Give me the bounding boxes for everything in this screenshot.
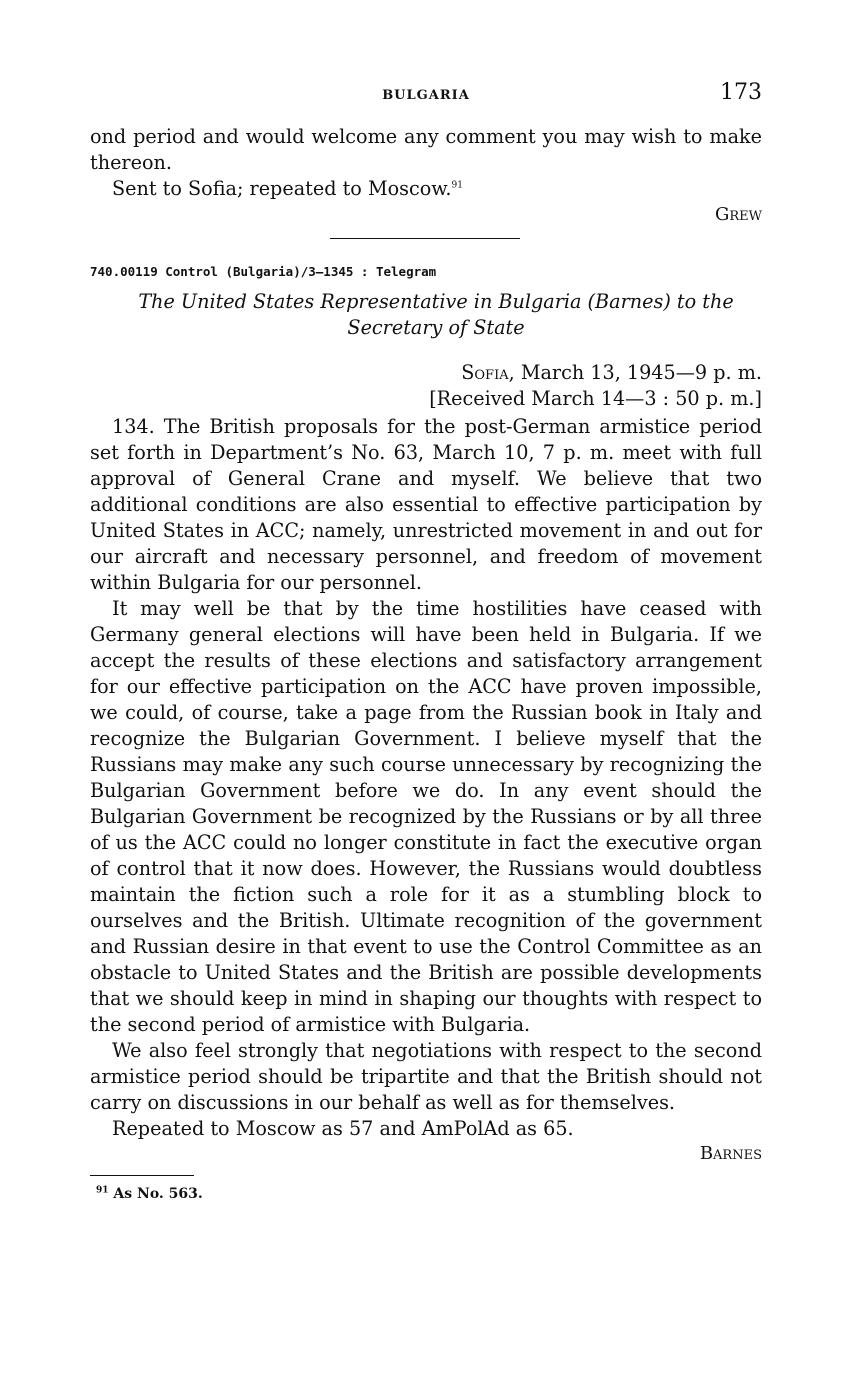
footnote-divider bbox=[90, 1175, 194, 1176]
previous-document-continuation bbox=[90, 124, 762, 202]
running-head: BULGARIA bbox=[382, 88, 470, 103]
footnote-ref: 91 bbox=[451, 180, 463, 191]
continuation-paragraph: ond period and would welcome any comment you may wish to make thereon. bbox=[90, 125, 762, 174]
file-reference: 740.00119 Control (Bulgaria)/3–1345 : Telegram bbox=[90, 264, 437, 279]
page-header bbox=[90, 80, 762, 110]
body-paragraph: Repeated to Moscow as 57 and AmPolAd as 65. bbox=[112, 1117, 574, 1140]
document-body bbox=[90, 414, 762, 1142]
page-number: 173 bbox=[720, 80, 762, 105]
body-paragraph: We also feel strongly that negotiations with respect to the second armistice period should be tripartite and that the British should not carry on discussions in our behalf as well as for themselves. bbox=[90, 1039, 762, 1114]
signature-grew: Grew bbox=[714, 204, 762, 225]
footnote-text: As No. 563. bbox=[113, 1186, 203, 1202]
section-divider bbox=[330, 238, 520, 239]
dateline bbox=[90, 360, 762, 412]
sent-to-line bbox=[90, 176, 762, 202]
date: March 13, 1945—9 p. m. bbox=[520, 361, 762, 384]
received-line: [Received March 14—3 : 50 p. m.] bbox=[429, 387, 762, 410]
footnote-marker: 91 bbox=[96, 1185, 109, 1196]
signature-barnes: Barnes bbox=[699, 1143, 762, 1164]
footnote bbox=[96, 1186, 768, 1202]
document-title: The United States Representative in Bulgaria (Barnes) to the Secretary of State bbox=[138, 290, 734, 339]
sent-to-text: Sent to Sofia; repeated to Moscow. bbox=[112, 177, 452, 200]
body-paragraph: 134. The British proposals for the post-German armistice period set forth in Department’s No. 63, March 10, 7 p. m. meet with full approval of General Crane and myself. We believe that two additional conditions are also essential to effective participation by United States in ACC; namely, unrestricted movement in and out for our aircraft and necessary personnel, and freedom of movement within Bulgaria for our personnel. bbox=[90, 415, 762, 594]
place: Sofia, bbox=[461, 361, 515, 384]
body-paragraph: It may well be that by the time hostilities have ceased with Germany general elections will have been held in Bulgaria. If we accept the results of these elections and satisfactory arrangement for our effective participation on the ACC have proven impossible, we could, of course, take a page from the Russian book in Italy and recognize the Bulgarian Government. I believe myself that the Russians may make any such course unnecessary by recognizing the Bulgarian Government before we do. In any event should the Bulgarian Government be recognized by the Russians or by all three of us the ACC could no longer constitute in fact the executive organ of control that it now does. However, the Russians would doubtless maintain the fiction such a role for it as a stumbling block to ourselves and the British. Ultimate recognition of the government and Russian desire in that event to use the Control Committee as an obstacle to United States and the British are possible developments that we should keep in mind in shaping our thoughts with respect to the second period of armistice with Bulgaria. bbox=[90, 597, 762, 1036]
